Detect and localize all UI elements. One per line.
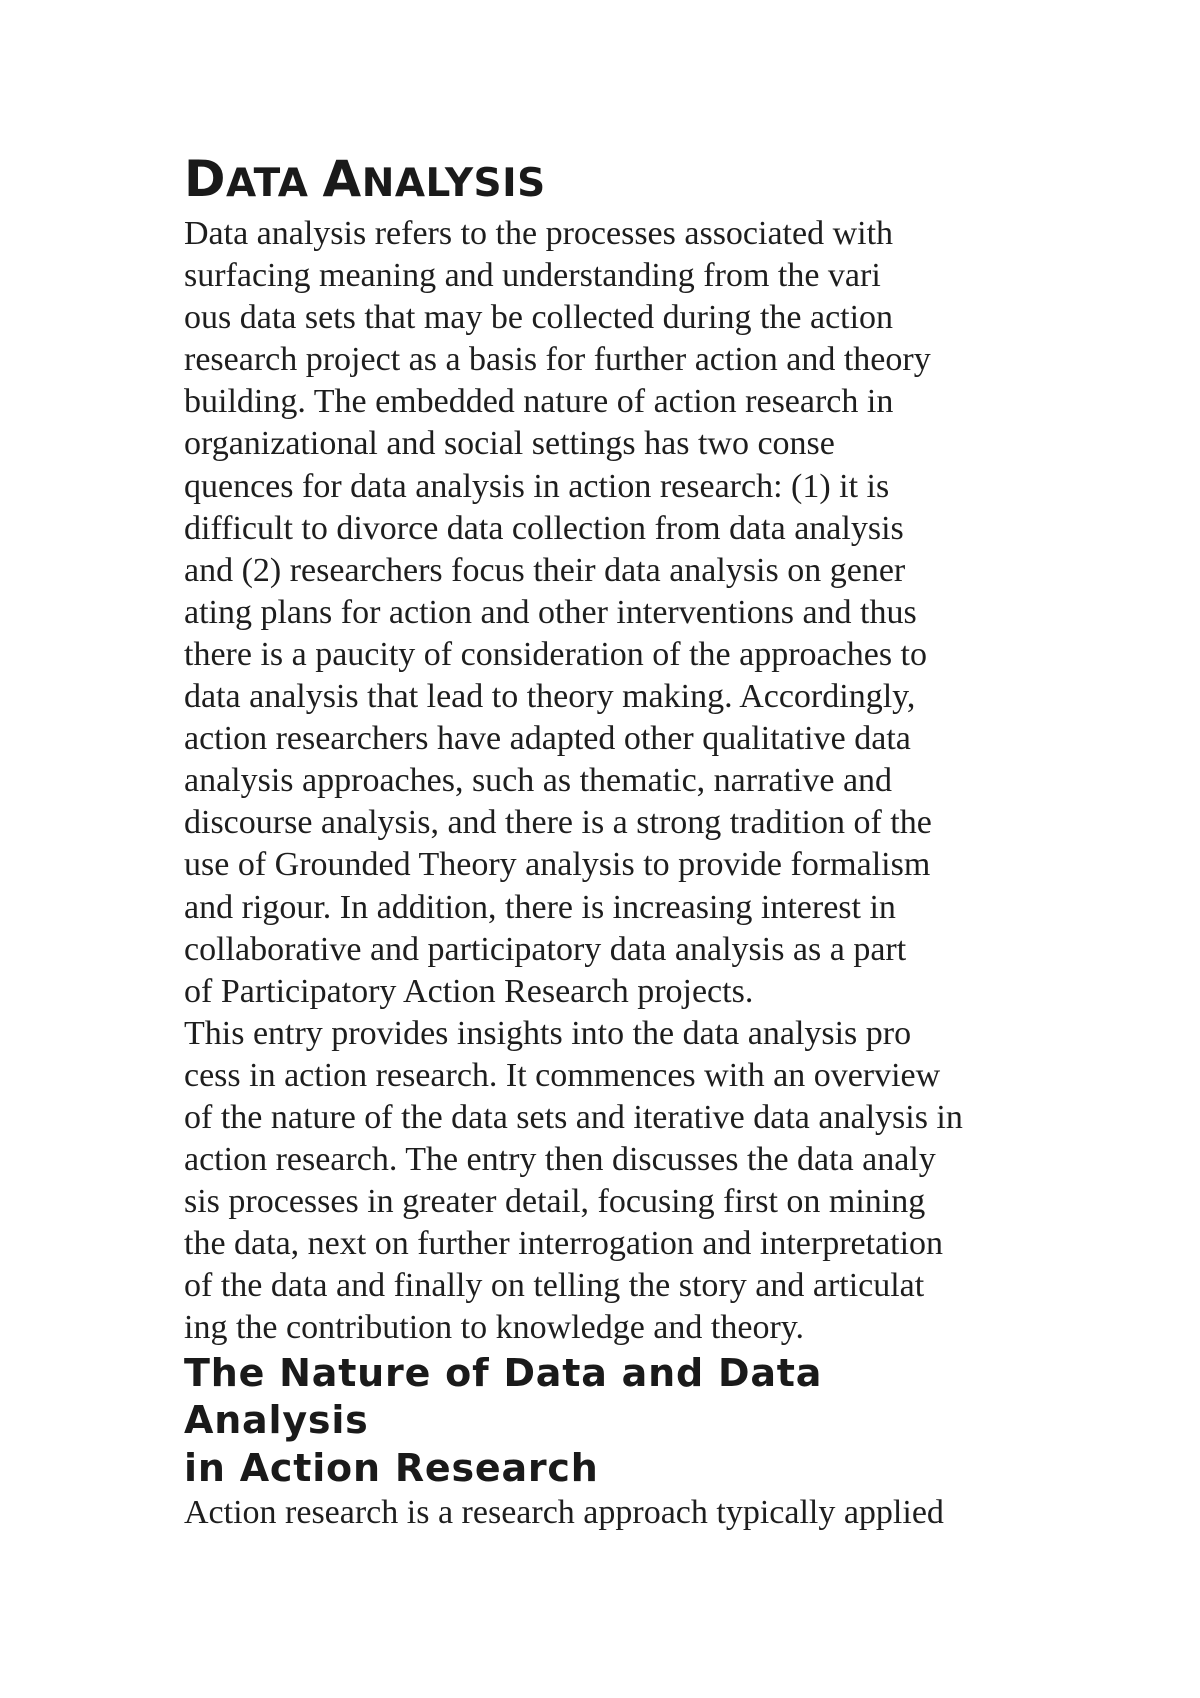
text-line: the data, next on further interrogation and interpretation (184, 1225, 944, 1263)
text-line: of Participatory Action Research projects. (184, 972, 754, 1010)
text-line: research project as a basis for further action and theory (184, 341, 931, 379)
text-line: organizational and social settings has two conse (184, 425, 835, 463)
text-line: sis processes in greater detail, focusing first on mining (184, 1183, 926, 1221)
text-line: collaborative and participatory data analysis as a part (184, 930, 907, 968)
text-line: action researchers have adapted other qualitative data (184, 720, 911, 758)
text-line: of the data and finally on telling the story and articulat (184, 1267, 925, 1305)
text-line: and (2) researchers focus their data analysis on gener (184, 551, 906, 589)
text-line: use of Grounded Theory analysis to provide formalism (184, 846, 931, 884)
text-line: data analysis that lead to theory making. Accordingly, (184, 678, 916, 716)
title-part: D (184, 150, 227, 208)
text-line: Data analysis refers to the processes associated with (184, 215, 894, 252)
document-body (184, 150, 1064, 1534)
text-line: there is a paucity of consideration of the approaches to (184, 635, 928, 673)
heading-line: The Nature of Data and Data (184, 1350, 823, 1395)
text-line: and rigour. In addition, there is increasing interest in (184, 888, 896, 926)
paragraph-section-body (184, 1492, 1064, 1534)
text-line: of the nature of the data sets and iterative data analysis in (184, 1098, 963, 1136)
heading-line: in Action Research (184, 1445, 599, 1490)
text-line: ous data sets that may be collected during the action (184, 299, 894, 337)
paragraph-entry-overview (184, 1013, 1064, 1350)
paragraph-intro (184, 213, 1064, 1013)
title-part: A (322, 150, 362, 208)
text-line: cess in action research. It commences with an overview (184, 1056, 941, 1094)
text-line: This entry provides insights into the data analysis pro (184, 1014, 912, 1052)
heading-line: Analysis (184, 1398, 369, 1443)
text-line: action research. The entry then discusses the data analy (184, 1141, 936, 1179)
title-part: NALYSIS (361, 161, 546, 206)
text-line: building. The embedded nature of action research in (184, 383, 894, 421)
text-line: discourse analysis, and there is a strong tradition of the (184, 804, 932, 842)
title-part: ATA (226, 161, 323, 206)
text-line: quences for data analysis in action research: (1) it is (184, 467, 890, 505)
text-line: ing the contribution to knowledge and theory. (184, 1309, 805, 1347)
text-line: analysis approaches, such as thematic, narrative and (184, 762, 893, 800)
text-line: ating plans for action and other interventions and thus (184, 593, 917, 631)
document-title (184, 150, 1064, 213)
text-line: surfacing meaning and understanding from the vari (184, 257, 881, 295)
text-line: difficult to divorce data collection from data analysis (184, 509, 904, 547)
section-heading (184, 1350, 1064, 1493)
text-line: Action research is a research approach typically applied (184, 1494, 944, 1532)
